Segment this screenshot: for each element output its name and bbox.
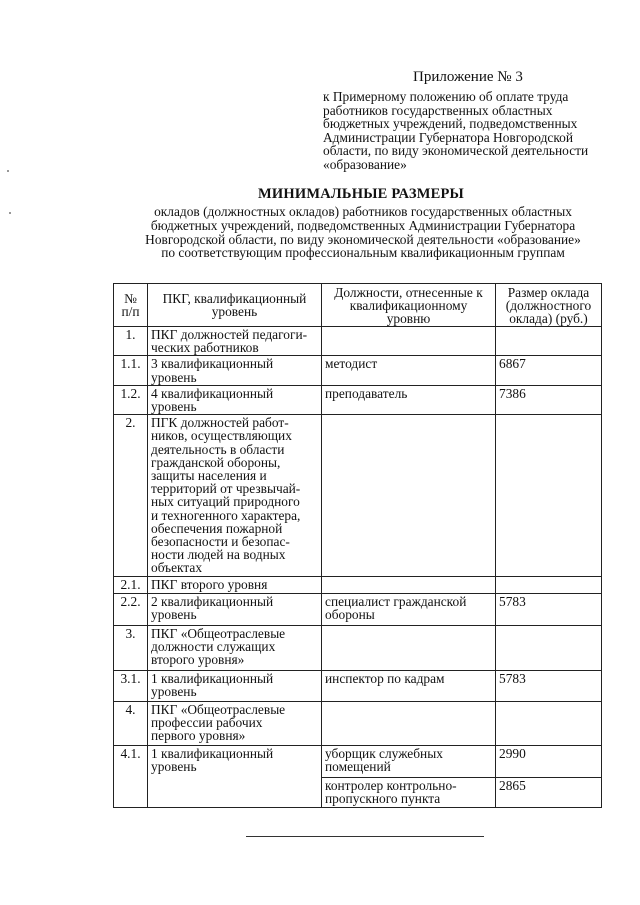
cell-line: уровень	[151, 369, 197, 385]
cell-line: уровень	[151, 606, 197, 622]
cell-line: профессии рабочих	[151, 714, 263, 730]
cell-line: ПКГ «Общеотраслевые	[151, 701, 286, 717]
cell-line: уровень	[151, 758, 197, 774]
cell-line: деятельность в области	[151, 441, 285, 457]
cell-line: ности людей на водных	[151, 547, 286, 563]
cell-salary: 7386	[496, 385, 602, 414]
cell-positions	[322, 576, 496, 593]
cell-line: второго уровня»	[151, 652, 245, 668]
cell-num: 1.1.	[114, 356, 148, 385]
scan-speck	[9, 212, 11, 214]
cell-positions	[322, 745, 496, 777]
table-body	[114, 327, 602, 808]
cell-line: должности служащих	[151, 638, 276, 654]
cell-line: безопасности и безопас-	[151, 534, 290, 550]
scan-speck	[7, 170, 9, 172]
bottom-divider	[246, 836, 484, 837]
cell-num: 3.	[114, 625, 148, 670]
cell-positions	[322, 777, 496, 807]
table-row	[114, 356, 602, 385]
table-row	[114, 415, 602, 576]
table-row	[114, 670, 602, 701]
cell-salary: 2865	[496, 777, 602, 807]
header-line: квалификационному	[349, 297, 468, 313]
cell-line: первого уровня»	[151, 728, 246, 744]
cell-line: ных ситуаций природного	[151, 494, 300, 510]
cell-line: обеспечения пожарной	[151, 520, 283, 536]
document-subtitle-line: бюджетных учреждений, подведомственных Администрации Губернатора	[150, 217, 576, 233]
cell-num: 2.	[114, 415, 148, 576]
cell-salary: 2990	[496, 745, 602, 777]
cell-positions	[322, 670, 496, 701]
cell-positions	[322, 593, 496, 625]
table-header-row	[114, 284, 602, 327]
cell-line: специалист гражданской	[325, 593, 467, 609]
cell-salary: 5783	[496, 593, 602, 625]
annex-subtitle-line: Администрации Губернатора Новгородской	[323, 129, 574, 145]
cell-line: уровень	[151, 683, 197, 699]
cell-line: контролер контрольно-	[325, 777, 457, 793]
table-row	[114, 593, 602, 625]
header-salary	[496, 284, 602, 327]
cell-line: защиты населения и	[151, 468, 267, 484]
header-line: п/п	[121, 304, 140, 319]
annex-title: Приложение № 3	[413, 69, 523, 85]
salary-table	[113, 283, 602, 808]
cell-line: 4 квалификационный	[151, 385, 274, 401]
cell-salary: 6867	[496, 356, 602, 385]
cell-positions	[322, 327, 496, 356]
table-row	[114, 385, 602, 414]
cell-line: ПКГ второго уровня	[151, 576, 268, 592]
cell-pkg	[148, 701, 322, 745]
document-subtitle-line: Новгородской области, по виду экономической деятельности «образование»	[145, 231, 581, 247]
annex-subtitle-line: к Примерному положению об оплате труда	[323, 89, 569, 104]
cell-positions	[322, 415, 496, 576]
cell-line: уборщик служебных	[325, 745, 443, 761]
cell-pkg	[148, 670, 322, 701]
cell-salary	[496, 576, 602, 593]
cell-salary	[496, 625, 602, 670]
document-subtitle-line: окладов (должностных окладов) работников государственных областных	[154, 204, 572, 219]
document-subtitle-line: по соответствующим профессиональным квалификационным группам	[161, 245, 565, 261]
annex-subtitle-line: бюджетных учреждений, подведомственных	[323, 116, 578, 132]
cell-line: 1 квалификационный	[151, 745, 274, 761]
cell-line: 3 квалификационный	[151, 356, 274, 372]
cell-salary	[496, 415, 602, 576]
table-row	[114, 625, 602, 670]
cell-salary: 5783	[496, 670, 602, 701]
cell-line: помещений	[325, 758, 391, 774]
cell-line: ПКГ «Общеотраслевые	[151, 625, 286, 641]
cell-line: ческих работников	[151, 340, 259, 356]
cell-num: 4.1.	[114, 745, 148, 807]
cell-pkg	[148, 356, 322, 385]
cell-line: ПГК должностей работ-	[151, 415, 289, 431]
table-row	[114, 327, 602, 356]
cell-line: ПКГ должностей педагоги-	[151, 327, 308, 342]
cell-num: 1.	[114, 327, 148, 356]
cell-line: ников, осуществляющих	[151, 428, 292, 444]
cell-pkg	[148, 593, 322, 625]
table-row	[114, 576, 602, 593]
cell-pkg	[148, 745, 322, 807]
header-line: (должностного	[505, 297, 592, 313]
cell-positions	[322, 385, 496, 414]
annex-subtitle-line: области, по виду экономической деятельности	[323, 143, 589, 159]
cell-line: объектах	[151, 560, 203, 576]
cell-pkg	[148, 385, 322, 414]
annex-subtitle-line: «образование»	[323, 156, 407, 172]
cell-positions	[322, 625, 496, 670]
table-row	[114, 745, 602, 777]
cell-positions	[322, 356, 496, 385]
cell-line: обороны	[325, 606, 375, 622]
cell-num: 1.2.	[114, 385, 148, 414]
document-subtitle	[108, 205, 618, 260]
cell-pkg	[148, 327, 322, 356]
cell-salary	[496, 701, 602, 745]
cell-line: гражданской обороны,	[151, 454, 281, 470]
cell-line: инспектор по кадрам	[325, 670, 445, 686]
header-line: уровню	[386, 310, 431, 326]
header-line: Должности, отнесенные к	[334, 284, 483, 300]
cell-line: уровень	[151, 399, 197, 415]
cell-line: методист	[325, 356, 378, 372]
header-line: ПКГ, квалификационный	[162, 291, 307, 306]
cell-line: 1 квалификационный	[151, 670, 274, 686]
cell-num: 2.2.	[114, 593, 148, 625]
header-positions	[322, 284, 496, 327]
cell-num: 3.1.	[114, 670, 148, 701]
annex-subtitle	[323, 90, 623, 172]
header-num	[114, 284, 148, 327]
cell-pkg	[148, 576, 322, 593]
header-line: уровень	[211, 304, 258, 319]
cell-pkg	[148, 415, 322, 576]
cell-line: преподаватель	[325, 385, 408, 401]
header-line: №	[124, 291, 137, 306]
cell-line: и техногенного характера,	[151, 507, 301, 523]
cell-line: 2 квалификационный	[151, 593, 274, 609]
header-line: Размер оклада	[507, 284, 590, 300]
cell-num: 4.	[114, 701, 148, 745]
cell-line: территорий от чрезвычай-	[151, 481, 301, 497]
cell-line: пропускного пункта	[325, 790, 441, 806]
cell-pkg	[148, 625, 322, 670]
cell-num: 2.1.	[114, 576, 148, 593]
header-line: оклада) (руб.)	[509, 310, 588, 326]
document-title: МИНИМАЛЬНЫЕ РАЗМЕРЫ	[258, 186, 464, 202]
annex-subtitle-line: работников государственных областных	[323, 102, 553, 118]
table-row	[114, 701, 602, 745]
cell-positions	[322, 701, 496, 745]
cell-salary	[496, 327, 602, 356]
header-pkg	[148, 284, 322, 327]
